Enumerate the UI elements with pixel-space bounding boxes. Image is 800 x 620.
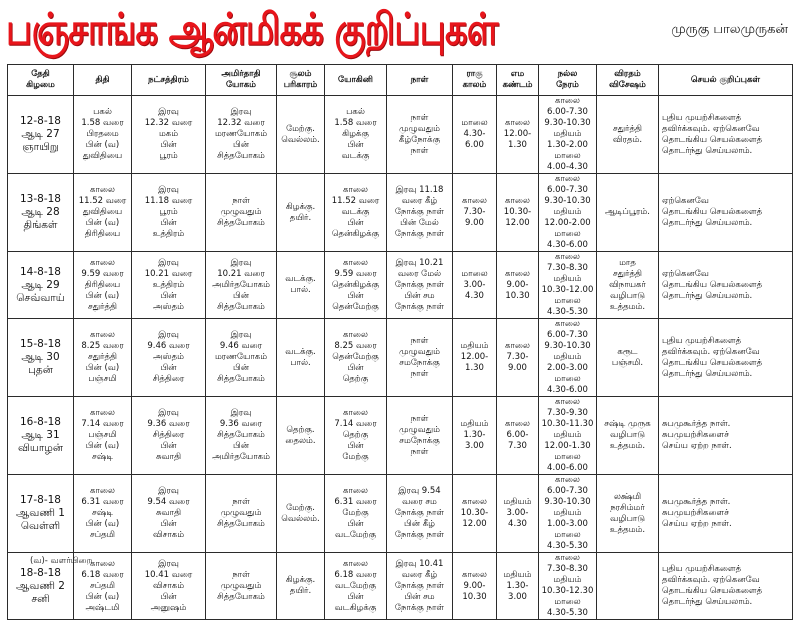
- notes-cell: புதிய முயற்சிகளைத் தவிர்க்கவும். ஏற்கெனவே தொடங்கிய செயல்களைத் தொடர்ந்து செய்யலாம்.: [659, 553, 793, 620]
- soolam-cell: வடக்கு. பால்.: [277, 252, 325, 319]
- nalla-cell: காலை 6.00-7.30 9.30-10.30 மதியம் 1.00-3.00 மாலை 4.30-5.30: [539, 475, 597, 553]
- nakshatra-cell: இரவு 9.46 வரை அஸ்தம் பின் சித்திரை: [132, 319, 206, 397]
- soolam-cell: கிழக்கு. தயிர்.: [277, 174, 325, 252]
- date-cell: 18-8-18 ஆவணி 2 சனி: [8, 553, 74, 620]
- soolam-cell: கிழக்கு. தயிர்.: [277, 553, 325, 620]
- yogam-cell: இரவு 12.32 வரை மரணயோகம் பின் சித்தயோகம்: [206, 96, 277, 174]
- nalla-cell: காலை 6.00-7.30 9.30-10.30 மதியம் 1.30-2.00 மாலை 4.00-4.30: [539, 96, 597, 174]
- nakshatra-cell: இரவு 12.32 வரை மகம் பின் பூரம்: [132, 96, 206, 174]
- naal-cell: இரவு 10.41 வரை கீழ் நோக்கு நாள் பின் சம நோக்கு நாள்: [387, 553, 453, 620]
- notes-cell: சுபமுகூர்த்த நாள். சுபமுயற்சிகளைச் செய்ய ஏற்ற நாள்.: [659, 397, 793, 475]
- viratham-cell: சஷ்டி முருக வழிபாடு உத்தமம்.: [597, 397, 659, 475]
- table-row: [8, 397, 793, 475]
- notes-cell: ஏற்கெனவே தொடங்கிய செயல்களைத் தொடர்ந்து செய்யலாம்.: [659, 174, 793, 252]
- yogam-cell: இரவு 10.21 வரை அமிர்தயோகம் பின் சித்தயோகம்: [206, 252, 277, 319]
- ema-cell: மதியம் 1.30- 3.00: [497, 553, 539, 620]
- soolam-cell: மேற்கு. வெல்லம்.: [277, 96, 325, 174]
- thithi-cell: காலை 6.31 வரை சஷ்டி பின் (வ) சப்தமி: [74, 475, 132, 553]
- yogam-cell: இரவு 9.36 வரை சித்தயோகம் பின் அமிர்தயோகம்: [206, 397, 277, 475]
- yogini-cell: காலை 7.14 வரை தெற்கு பின் மேற்கு: [325, 397, 387, 475]
- footnote: (வ)- வளர்பிறை: [30, 556, 93, 566]
- naal-cell: நாள் முழுவதும் கீழ்நோக்கு நாள்: [387, 96, 453, 174]
- rahu-cell: மதியம் 12.00- 1.30: [453, 319, 497, 397]
- rahu-cell: மதியம் 1.30- 3.00: [453, 397, 497, 475]
- title-bar: [0, 0, 800, 62]
- yogam-cell: நாள் முழுவதும் சித்தயோகம்: [206, 475, 277, 553]
- viratham-cell: ஆடிப்பூரம்.: [597, 174, 659, 252]
- naal-cell: நாள் முழுவதும் சமநோக்கு நாள்: [387, 319, 453, 397]
- ema-cell: மதியம் 3.00- 4.30: [497, 475, 539, 553]
- col-header-nakshatra: நட்சத்திரம்: [132, 65, 206, 96]
- nakshatra-cell: இரவு 10.21 வரை உத்திரம் பின் அஸ்தம்: [132, 252, 206, 319]
- col-header-viratham: விரதம் விசேஷம்: [597, 65, 659, 96]
- col-header-nalla: நல்ல நேரம்: [539, 65, 597, 96]
- nakshatra-cell: இரவு 10.41 வரை விசாகம் பின் அனுஷம்: [132, 553, 206, 620]
- naal-cell: இரவு 11.18 வரை கீழ் நோக்கு நாள் பின் மேல் நோக்கு நாள்: [387, 174, 453, 252]
- nalla-cell: காலை 7.30-9.30 10.30-11.30 மதியம் 12.00-1.30 மாலை 4.00-6.00: [539, 397, 597, 475]
- yogam-cell: நாள் முழுவதும் சித்தயோகம்: [206, 174, 277, 252]
- col-header-rahu: ராகு காலம்: [453, 65, 497, 96]
- thithi-cell: காலை 9.59 வரை திரிதியை பின் (வ) சதுர்த்தி: [74, 252, 132, 319]
- viratham-cell: சதுர்த்தி விரதம்.: [597, 96, 659, 174]
- thithi-cell: காலை 7.14 வரை பஞ்சமி பின் (வ) சஷ்டி: [74, 397, 132, 475]
- date-cell: 14-8-18 ஆடி 29 செவ்வாய்: [8, 252, 74, 319]
- nalla-cell: காலை 7.30-8.30 மதியம் 10.30-12.00 மாலை 4.30-5.30: [539, 252, 597, 319]
- nakshatra-cell: இரவு 9.54 வரை சுவாதி பின் விசாகம்: [132, 475, 206, 553]
- header-row: [8, 65, 793, 96]
- soolam-cell: தெற்கு. தைலம்.: [277, 397, 325, 475]
- rahu-cell: மாலை 3.00- 4.30: [453, 252, 497, 319]
- yogini-cell: காலை 9.59 வரை தென்கிழக்கு பின் தென்மேற்கு: [325, 252, 387, 319]
- viratham-cell: கரூட பஞ்சமி.: [597, 319, 659, 397]
- nalla-cell: காலை 7.30-8.30 மதியம் 10.30-12.30 மாலை 4.30-5.30: [539, 553, 597, 620]
- thithi-cell: காலை 6.18 வரை சப்தமி பின் (வ) அஷ்டமி: [74, 553, 132, 620]
- yogini-cell: காலை 6.31 வரை மேற்கு பின் வடமேற்கு: [325, 475, 387, 553]
- naal-cell: நாள் முழுவதும் சமநோக்கு நாள்: [387, 397, 453, 475]
- notes-cell: ஏற்கெனவே தொடங்கிய செயல்களைத் தொடர்ந்து செய்யலாம்.: [659, 252, 793, 319]
- yogam-cell: இரவு 9.46 வரை மரணயோகம் பின் சித்தயோகம்: [206, 319, 277, 397]
- notes-cell: புதிய முயற்சிகளைத் தவிர்க்கவும். ஏற்கெனவே தொடங்கிய செயல்களைத் தொடர்ந்து செய்யலாம்.: [659, 96, 793, 174]
- yogini-cell: பகல் 1.58 வரை கிழக்கு பின் வடக்கு: [325, 96, 387, 174]
- date-cell: 15-8-18 ஆடி 30 புதன்: [8, 319, 74, 397]
- nalla-cell: காலை 6.00-7.30 9.30-10.30 மதியம் 12.00-2.00 மாலை 4.30-6.00: [539, 174, 597, 252]
- date-cell: 13-8-18 ஆடி 28 திங்கள்: [8, 174, 74, 252]
- viratham-cell: [597, 553, 659, 620]
- nalla-cell: காலை 6.00-7.30 9.30-10.30 மதியம் 2.00-3.00 மாலை 4.30-6.00: [539, 319, 597, 397]
- table-row: [8, 553, 793, 620]
- notes-cell: சுபமுகூர்த்த நாள். சுபமுயற்சிகளைச் செய்ய ஏற்ற நாள்.: [659, 475, 793, 553]
- table-row: [8, 319, 793, 397]
- date-cell: 12-8-18 ஆடி 27 ஞாயிறு: [8, 96, 74, 174]
- col-header-notes: செயல் குறிப்புகள்: [659, 65, 793, 96]
- rahu-cell: மாலை 4.30- 6.00: [453, 96, 497, 174]
- viratham-cell: லக்ஷ்மி நரசிம்மர் வழிபாடு உத்தமம்.: [597, 475, 659, 553]
- page-title: பஞ்சாங்க ஆன்மிகக் குறிப்புகள்: [6, 4, 498, 55]
- nakshatra-cell: இரவு 11.18 வரை பூரம் பின் உத்திரம்: [132, 174, 206, 252]
- viratham-cell: மாத சதுர்த்தி விநாயகர் வழிபாடு உத்தமம்.: [597, 252, 659, 319]
- naal-cell: இரவு 9.54 வரை சம நோக்கு நாள் பின் கீழ் நோக்கு நாள்: [387, 475, 453, 553]
- thithi-cell: காலை 11.52 வரை துவிதியை பின் (வ) திரிதியை: [74, 174, 132, 252]
- author-name: முருகு பாலமுருகன்: [671, 22, 788, 37]
- col-header-soolam: சூலம் பரிகாரம்: [277, 65, 325, 96]
- col-header-naal: நாள்: [387, 65, 453, 96]
- yogam-cell: நாள் முழுவதும் சித்தயோகம்: [206, 553, 277, 620]
- thithi-cell: காலை 8.25 வரை சதுர்த்தி பின் (வ) பஞ்சமி: [74, 319, 132, 397]
- col-header-ema: எம கண்டம்: [497, 65, 539, 96]
- table-row: [8, 174, 793, 252]
- thithi-cell: பகல் 1.58 வரை பிரதமை பின் (வ) துவிதியை: [74, 96, 132, 174]
- panchang-table: [7, 64, 793, 620]
- yogini-cell: காலை 8.25 வரை தென்மேற்கு பின் தெற்கு: [325, 319, 387, 397]
- col-header-thithi: திதி: [74, 65, 132, 96]
- soolam-cell: மேற்கு. வெல்லம்.: [277, 475, 325, 553]
- date-cell: 16-8-18 ஆடி 31 வியாழன்: [8, 397, 74, 475]
- yogini-cell: காலை 11.52 வரை வடக்கு பின் தென்கிழக்கு: [325, 174, 387, 252]
- ema-cell: காலை 6.00- 7.30: [497, 397, 539, 475]
- soolam-cell: வடக்கு. பால்.: [277, 319, 325, 397]
- col-header-yogam: அமிர்தாதி யோகம்: [206, 65, 277, 96]
- table-row: [8, 252, 793, 319]
- naal-cell: இரவு 10.21 வரை மேல் நோக்கு நாள் பின் சம நோக்கு நாள்: [387, 252, 453, 319]
- rahu-cell: காலை 9.00- 10.30: [453, 553, 497, 620]
- ema-cell: காலை 12.00- 1.30: [497, 96, 539, 174]
- yogini-cell: காலை 6.18 வரை வடமேற்கு பின் வடகிழக்கு: [325, 553, 387, 620]
- date-cell: 17-8-18 ஆவணி 1 வெள்ளி: [8, 475, 74, 553]
- ema-cell: காலை 10.30- 12.00: [497, 174, 539, 252]
- col-header-yogini: யோகினி: [325, 65, 387, 96]
- table-row: [8, 475, 793, 553]
- ema-cell: காலை 7.30- 9.00: [497, 319, 539, 397]
- col-header-date: தேதி கிழமை: [8, 65, 74, 96]
- notes-cell: புதிய முயற்சிகளைத் தவிர்க்கவும். ஏற்கெனவே தொடங்கிய செயல்களைத் தொடர்ந்து செய்யலாம்.: [659, 319, 793, 397]
- nakshatra-cell: இரவு 9.36 வரை சித்திரை பின் சுவாதி: [132, 397, 206, 475]
- table-row: [8, 96, 793, 174]
- ema-cell: காலை 9.00- 10.30: [497, 252, 539, 319]
- rahu-cell: காலை 10.30- 12.00: [453, 475, 497, 553]
- rahu-cell: காலை 7.30- 9.00: [453, 174, 497, 252]
